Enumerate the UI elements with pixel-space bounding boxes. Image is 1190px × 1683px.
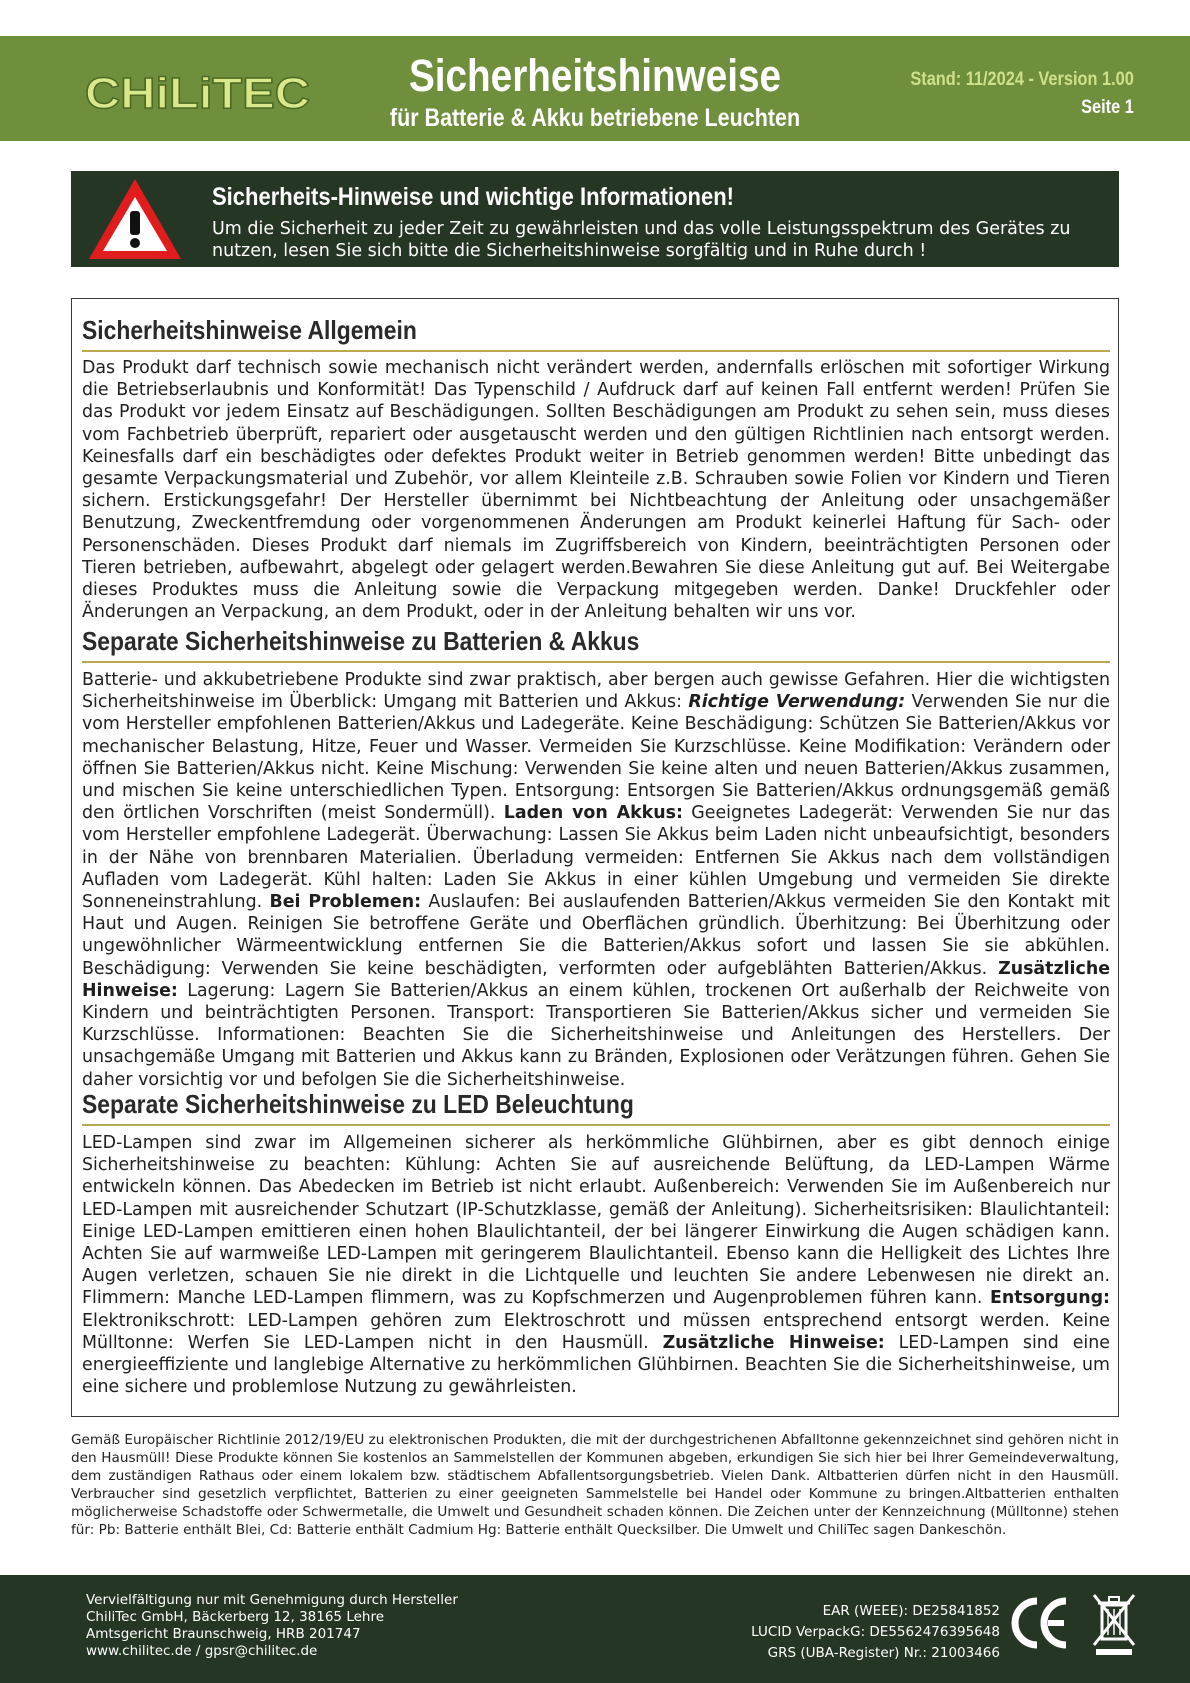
heading-batteries-text: Separate Sicherheitshinweise zu Batterien & Akkus [82,626,640,656]
heading-led-text: Separate Sicherheitshinweise zu LED Beleuchtung [82,1089,634,1119]
version-info [911,66,1134,122]
paragraph-general: Das Produkt darf technisch sowie mechanisch nicht verändert werden, andernfalls erlöschen mit sofortiger Wirkung die Betriebserlaubnis und Konformität! Das Typenschild / Aufdruck darf auf keinen Fall entfernt werden! Prüfen Sie das Produkt vor jedem Einsatz auf Beschädigungen. Sollten Beschädigungen am Produkt zu sehen sein, muss dieses vom Fachbetrieb überprüft, repariert oder ausgetauscht werden und den gültigen Richtlinien nach entsorgt werden. Keinesfalls darf ein beschädigtes oder defektes Produkt weiter in Betrieb genommen werden! Bitte unbedingt das gesamte Verpackungsmaterial und Zubehör, vor allem Kleinteile z.B. Schrauben sowie Folien vor Kindern und Tieren sichern. Erstickungsgefahr! Der Hersteller übernimmt bei Nichtbeachtung der Anleitung oder unsachgemäßer Benutzung, Zweckentfremdung oder vorgenommenen Änderungen am Produkt keinerlei Haftung für Sach- oder Personenschäden. Dieses Produkt darf niemals im Zugriffsbereich von Kindern, beeinträchtigten Personen oder Tieren betrieben, aufbewahrt, abgelegt oder gelagert werden.Bewahren Sie diese Anleitung gut auf. Bei Weitergabe dieses Produktes muss die Anleitung sowie die Verpackung mitgegeben werden. Danke! Druckfehler oder Änderungen an Verpackung, an dem Produkt, oder in der Anleitung behalten wir uns vor. [82,358,1110,623]
page-subtitle: für Batterie & Akku betriebene Leuchten [389,104,801,132]
bold-term: Zusätzliche Hinweise: [82,958,1110,1001]
ce-mark-icon [1010,1595,1070,1651]
header-band [0,36,1190,141]
registration-info [751,1601,1000,1664]
company-info [86,1592,458,1660]
footer-line: Amtsgericht Braunschweig, HRB 201747 [86,1626,361,1642]
bold-term: Bei Problemen: [269,892,422,913]
heading-led [82,1089,1110,1126]
footer-line: Vervielfältigung nur mit Genehmigung durch Hersteller [86,1592,458,1608]
text-run: Lagerung: Lagern Sie Batterien/Akkus an einem kühlen, trockenen Ort außerhalb der Reichweite von Kindern und beinträchtigten Personen. Transport: Transportieren Sie Batterien/Akkus sicher und vermeiden Sie Kurzschlüsse. Informationen: Beachten Sie die Sicherheitshinweise und Anleitungen des Herstellers. Der unsachgemäße Umgang mit Batterien und Akkus kann zu Bränden, Explosionen oder Verätzungen führen. Gehen Sie daher vorsichtig vor und befolgen Sie die Sicherheitshinweise. [82,980,1110,1090]
bold-term: Zusätzliche Hinweise: [662,1332,885,1353]
svg-text:CHiLiTEC: CHiLiTEC [85,69,310,116]
text-run: LED-Lampen sind eine energieeffiziente und langlebige Alternative zu herkömmlichen Glühbirnen. Beachten Sie die Sicherheitshinweise, um eine sichere und problemlose Nutzung zu gewährleisten. [82,1332,1110,1398]
weee-legal-notice: Gemäß Europäischer Richtlinie 2012/19/EU zu elektronischen Produkten, die mit der durchgestrichenen Abfalltonne gekennzeichnet sind gehören nicht in den Hausmüll! Diese Produkte können Sie kostenlos an Sammelstellen der Kommunen abgeben, erkundigen Sie sich hier bei Ihrer Gemeindeverwaltung, dem zuständigen Rathaus oder einem lokalem bzw. städtischem Abfallentsorgungsbetrieb. Vielen Dank. Altbatterien dürfen nicht in den Hausmüll. Verbraucher sind gesetzlich verpflichtet, Batterien zu einer geeigneten Sammelstelle bei Handel oder Kommune zu bringen.Altbatterien enthalten möglicherweise Schadstoffe oder Schwermetalle, die Umwelt und Gesundheit schaden können. Die Zeichen unter der Kennzeichnung (Mülltonne) stehen für: Pb: Batterie enthält Blei, Cd: Batterie enthält Cadmium Hg: Batterie enthält Quecksilber. Die Umwelt und ChiliTec sagen Dankeschön. [71,1432,1119,1538]
text-run: Batterie- und akkubetriebene Produkte sind zwar praktisch, aber bergen auch gewisse Gefahren. Hier die wichtigsten Sicherheitshinweise im Überblick: Umgang mit Batterien und Akkus: [82,670,1110,713]
paragraph-led [82,1132,1110,1398]
bold-term: Entsorgung: [989,1288,1110,1309]
version-label: Stand: 11/2024 - Version 1.00 [910,69,1134,90]
grs-number: GRS (UBA-Register) Nr.: 21003466 [767,1645,1000,1661]
text-run: Elektronikschrott: LED-Lampen gehören zum Elektroschrott und müssen entsprechend entsorgt werden. Keine Mülltonne: Werfen Sie LED-Lampen nicht in den Hausmüll. [82,1310,1110,1353]
crossed-out-bin-icon [1092,1591,1136,1657]
lucid-number: LUCID VerpackG: DE5562476395648 [751,1624,1000,1640]
warning-text: Um die Sicherheit zu jeder Zeit zu gewährleisten und das volle Leistungsspektrum des Gerätes zu nutzen, lesen Sie sich bitte die Sicherheitshinweise sorgfältig und in Ruhe durch ! [212,219,1071,261]
heading-batteries [82,626,1110,663]
warning-triangle-icon [87,177,183,263]
page-number: Seite 1 [1081,97,1134,118]
paragraph-batteries [82,669,1110,1091]
warning-banner [71,171,1119,267]
warning-title: Sicherheits-Hinweise und wichtige Informationen! [212,183,734,211]
ear-number: EAR (WEEE): DE25841852 [822,1603,1000,1619]
text-run: LED-Lampen sind zwar im Allgemeinen sicherer als herkömmliche Glühbirnen, aber es gibt dennoch einige Sicherheitshinweise zu beachten: Kühlung: Achten Sie auf ausreichende Belüftung, da LED-Lampen Wärme entwickeln können. Das Abedecken im Betrieb ist nicht erlaubt. Außenbereich: Verwenden Sie im Außenbereich nur LED-Lampen mit ausreichender Schutzart (IP-Schutzklasse, gemäß der Anleitung). Sicherheitsrisiken: Blaulichtanteil: Einige LED-Lampen emittieren einen hohen Blaulichtanteil, der bei längerer Einwirkung die Augen schädigen kann. Achten Sie auf warmweiße LED-Lampen mit geringerem Blaulichtanteil. Ebenso kann die Helligkeit des Lichtes Ihre Augen verletzen, schauen Sie nie direkt in die Lichtquelle und leuchten Sie andere Lebenwesen nie direkt an. Flimmern: Manche LED-Lampen flimmern, was zu Kopfschmerzen und Augenproblemen führen kann. [82,1133,1110,1309]
text-run: Auslaufen: Bei auslaufenden Batterien/Akkus vermeiden Sie den Kontakt mit Haut und Augen. Reinigen Sie betroffene Geräte und Oberflächen gründlich. Überhitzung: Bei Überhitzung oder ungewöhnlicher Wärmeentwicklung entfernen Sie die Batterien/Akkus sofort und lassen Sie sie abkühlen. Beschädigung: Verwenden Sie keine beschädigten, verformten oder aufgeblähten Batterien/Akkus. [82,892,1110,979]
footer-contact[interactable]: www.chilitec.de / gpsr@chilitec.de [86,1643,318,1659]
page-title: Sicherheitshinweise [408,50,782,101]
footer-line: ChiliTec GmbH, Bäckerberg 12, 38165 Lehre [86,1609,385,1625]
text-run: Geeignetes Ladegerät: Verwenden Sie nur das vom Hersteller empfohlene Ladegerät. Überwachung: Lassen Sie Akkus beim Laden nicht unbeaufsichtigt, besonders in der Nähe von brennbaren Materialien. Überladung vermeiden: Entfernen Sie Akkus nach dem vollständigen Aufladen vom Ladegerät. Kühl halten: Laden Sie Akkus in einer kühlen Umgebung und vermeiden Sie direkte Sonneneinstrahlung. [82,803,1111,913]
safety-content-box [71,298,1119,1417]
text-run: Verwenden Sie nur die vom Hersteller empfohlenen Batterien/Akkus und Ladegeräte. Keine Beschädigung: Schützen Sie Batterien/Akkus vor mechanischer Belastung, Hitze, Feuer und Wasser. Vermeiden Sie Kurzschlüsse. Keine Modifikation: Verändern oder öffnen Sie Batterien/Akkus nicht. Keine Mischung: Verwenden Sie keine alten und neuen Batterien/Akkus zusammen, und mischen Sie keine unterschiedlichen Typen. Entsorgung: Entsorgen Sie Batterien/Akkus ordnungsgemäß gemäß den örtlichen Vorschriften (meist Sondermüll). [82,692,1110,824]
heading-general [82,315,1110,352]
bold-term: Richtige Verwendung: [688,692,906,713]
footer-band [0,1575,1190,1683]
bold-term: Laden von Akkus: [503,803,683,824]
heading-general-text: Sicherheitshinweise Allgemein [82,315,417,345]
